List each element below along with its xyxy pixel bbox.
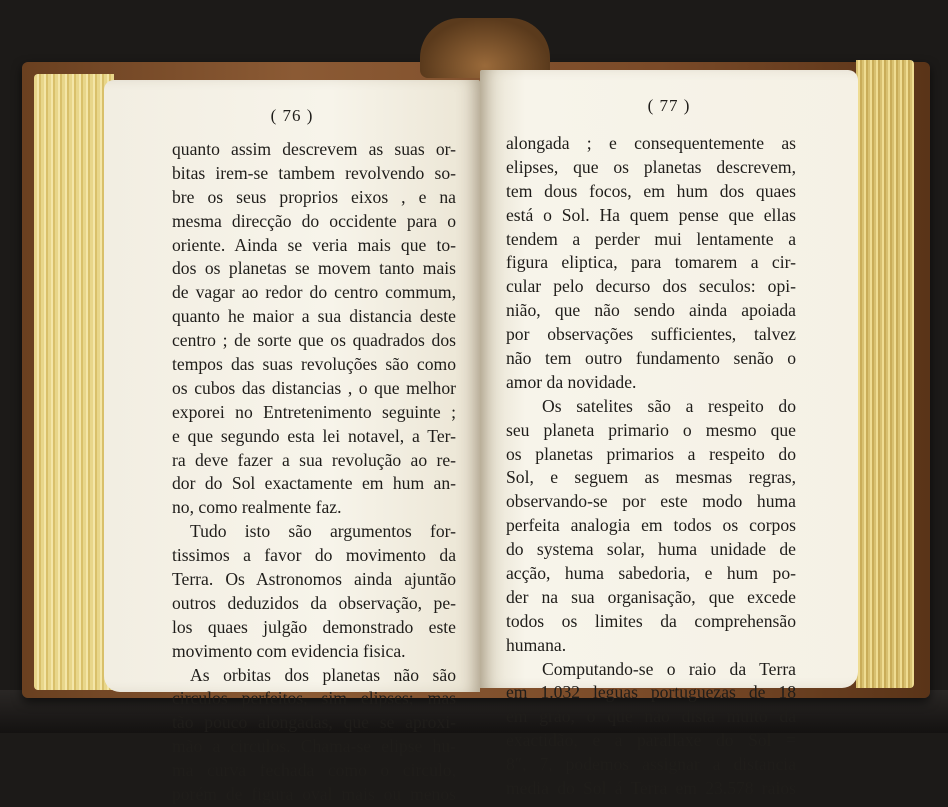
text-line: acção, huma sabedoria, e hum po- bbox=[506, 563, 796, 584]
text-line: Tudo isto são argumentos for- bbox=[190, 521, 456, 542]
page-text bbox=[172, 138, 456, 807]
text-line: exporei no Entretenimento seguinte ; bbox=[172, 401, 456, 422]
text-line: los quaes julgão demonstrado este bbox=[172, 616, 456, 637]
text-line: mesma direcção do occidente para o bbox=[172, 210, 456, 231]
page-number: ( 76 ) bbox=[270, 106, 314, 125]
text-line: cular pelo decurso dos seculos: opi- bbox=[506, 276, 796, 297]
text-line: todos os limites da comprehensão bbox=[506, 610, 796, 631]
text-line: ma curva fechada como o circulo, bbox=[172, 760, 456, 781]
text-line: oriente. Ainda se veria mais que to- bbox=[172, 234, 456, 255]
text-line: Os satelites são a respeito do bbox=[542, 395, 796, 416]
text-line: der na sua organisação, que excede bbox=[506, 586, 796, 607]
text-line: figura eliptica, para tomarem a cir- bbox=[506, 252, 796, 273]
text-line: tão pouco alongadas, que se aproxi- bbox=[172, 712, 456, 733]
text-line: dos os planetas se movem tanto mais bbox=[172, 258, 456, 279]
page-edges-left bbox=[34, 74, 114, 690]
left-page bbox=[104, 80, 480, 805]
text-line: circulos perfeitos, sim elipses; mas bbox=[172, 688, 456, 709]
text-line: amor da novidade. bbox=[506, 371, 637, 392]
text-line: As orbitas dos planetas não são bbox=[190, 664, 456, 685]
text-line: não tem outro fundamento senão o bbox=[506, 348, 796, 369]
text-line: quanto he maior a sua distancia deste bbox=[172, 306, 456, 327]
text-line: em grão, o que não dista muito da bbox=[506, 706, 796, 727]
text-line: ra deve fazer a sua revolução ao re- bbox=[172, 449, 456, 470]
text-line: bitas irem-se tambem revolvendo so- bbox=[172, 162, 456, 183]
text-line: porém de figura oval mais ou menos bbox=[172, 784, 456, 805]
text-line: em 1.032 leguas portuguezas de 18 bbox=[506, 682, 796, 703]
text-line: movimento com evidencia fisica. bbox=[172, 640, 406, 661]
text-line: os cubos das distancias , o que melhor bbox=[172, 377, 456, 398]
text-line: 8″, 7, podemos assignar a distancia bbox=[506, 754, 796, 775]
text-line: media do Sol á Terra em 23.578 raios bbox=[506, 778, 796, 799]
page-text bbox=[506, 132, 796, 801]
book-spine bbox=[420, 18, 550, 78]
text-line: no, como realmente faz. bbox=[172, 497, 342, 518]
text-line: centro ; de sorte que os quadrados dos bbox=[172, 330, 456, 351]
text-line: humana. bbox=[506, 634, 567, 655]
page-number: ( 77 ) bbox=[647, 96, 691, 115]
text-line: por observações sufficientes, talvez bbox=[506, 324, 796, 345]
text-line: perfeita analogia em todos os corpos bbox=[506, 515, 796, 536]
text-line: do systema solar, huma unidade de bbox=[506, 539, 796, 560]
text-line: tempos das suas revoluções são como bbox=[172, 354, 456, 375]
text-line: bre os seus proprios eixos , e na bbox=[172, 186, 456, 207]
text-line: nião, que não sendo ainda apoiada bbox=[506, 300, 796, 321]
text-line: observando-se por este modo huma bbox=[506, 491, 796, 512]
text-line: está o Sol. Ha quem pense que ellas bbox=[506, 204, 796, 225]
text-line: tissimos a favor do movimento da bbox=[172, 545, 456, 566]
right-page bbox=[480, 70, 858, 799]
text-line: alongada ; e consequentemente as bbox=[506, 133, 796, 153]
page-edges-right bbox=[856, 60, 914, 688]
text-line: Terra. Os Astronomos ainda ajuntão bbox=[172, 569, 456, 590]
text-line: exactidão, e a parallaxe do Sol = bbox=[506, 730, 796, 751]
text-line: Sol, e seguem as mesmas regras, bbox=[506, 467, 796, 488]
text-line: Computando-se o raio da Terra bbox=[542, 658, 796, 679]
text-line: tendem a perder mui lentamente a bbox=[506, 228, 796, 249]
text-line: mão a circulos. Chama-se elipse hu- bbox=[172, 736, 456, 757]
text-line: outros deduzidos da observação, pe- bbox=[172, 592, 456, 613]
text-line: os planetas primarios a respeito do bbox=[506, 443, 796, 464]
text-line: elipses, que os planetas descrevem, bbox=[506, 156, 796, 177]
text-line: e que segundo esta lei notavel, a Ter- bbox=[172, 425, 456, 446]
text-line: dor do Sol exactamente em hum an- bbox=[172, 473, 456, 494]
text-line: seu planeta primario o mesmo que bbox=[506, 419, 796, 440]
text-line: de vagar ao redor do centro commum, bbox=[172, 282, 456, 303]
text-line: tem dous focos, em hum dos quaes bbox=[506, 180, 796, 201]
text-line: quanto assim descrevem as suas or- bbox=[172, 139, 456, 159]
